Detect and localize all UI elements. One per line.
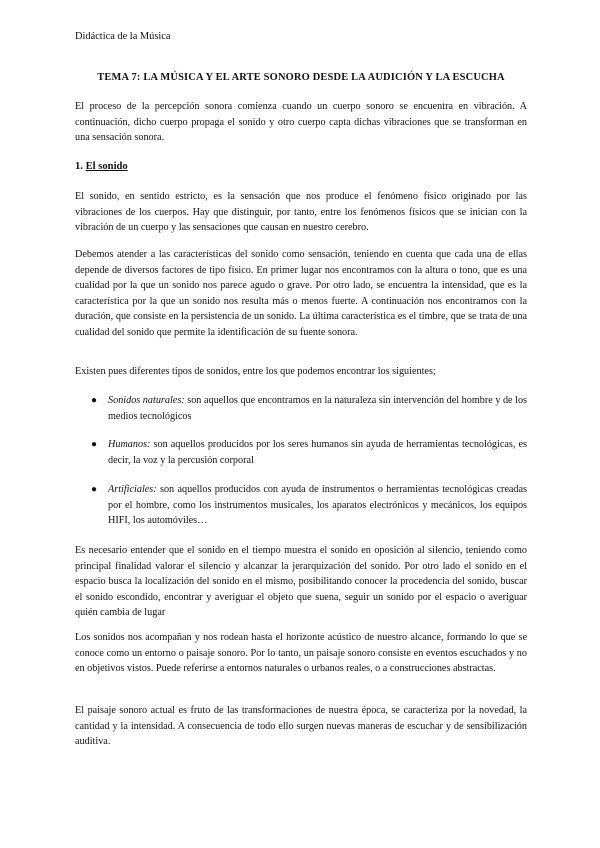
paragraph-4: [75, 543, 527, 621]
paragraph-2: [75, 247, 527, 341]
list-item-description: son aquellos producidos con ayuda de instrumentos o herramientas tecnológicas creadas por el hombre, como los instrumentos musicales, los aparatos electrónicos y mecánicos, los equipos HIFI, los automóviles…: [108, 484, 527, 527]
bullet-icon: ●: [91, 395, 98, 406]
paragraph-6: [75, 703, 527, 750]
section-title: El sonido: [85, 161, 128, 172]
paragraph-2-text: Debemos atender a las características del sonido como sensación, teniendo en cuenta que cada una de ellas depende de diversos factores de tipo físico. En primer lugar nos encontramos con la altura o tono, que es una cualidad por la que un sonido nos parece agudo o grave. Por otro lado, se encuentra la intensidad, que es la característica por la que un sonido nos resulta más o menos fuerte. A continuación nos encontramos con la duración, que consiste en la persistencia de un sonido. La última característica es el timbre, que se trata de una cualidad del sonido que permite la identificación de su fuente sonora.: [75, 249, 527, 338]
section-heading: [75, 161, 128, 172]
page-header: Didáctica de la Música: [75, 31, 171, 42]
bullet-icon: ●: [91, 484, 98, 495]
list-item-term: Humanos:: [108, 439, 151, 450]
paragraph-3: [75, 364, 527, 380]
intro-text: El proceso de la percepción sonora comienza cuando un cuerpo sonoro se encuentra en vibración. A continuación, dicho cuerpo propaga el sonido y otro cuerpo capta dichas vibraciones que se transforman en una sensación sonora.: [75, 101, 527, 144]
list-item-description: son aquellos producidos por los seres humanos sin ayuda de herramientas tecnológicas, es decir, la voz y la percusión corporal: [108, 439, 527, 466]
document-title: TEMA 7: LA MÚSICA Y EL ARTE SONORO DESDE LA AUDICIÓN Y LA ESCUCHA: [97, 72, 505, 83]
list-item-natural-sounds: [91, 393, 527, 424]
section-number: 1.: [75, 161, 83, 172]
list-item-term: Artificiales:: [108, 484, 157, 495]
paragraph-1: [75, 189, 527, 236]
bullet-icon: ●: [91, 439, 98, 450]
paragraph-6-text: El paisaje sonoro actual es fruto de las transformaciones de nuestra época, se caracteriza por la novedad, la cantidad y la intensidad. A consecuencia de todo ello surgen nuevas maneras de escuchar y de sensibilización auditiva.: [75, 705, 527, 748]
list-item-text: [108, 393, 527, 424]
list-item-description: son aquellos que encontramos en la naturaleza sin intervención del hombre y de los medios tecnológicos: [108, 395, 528, 422]
intro-paragraph: [75, 99, 527, 146]
paragraph-5: [75, 630, 527, 677]
paragraph-3-text: Existen pues diferentes tipos de sonidos, entre los que podemos encontrar los siguientes;: [75, 366, 436, 377]
paragraph-5-text: Los sonidos nos acompañan y nos rodean hasta el horizonte acústico de nuestro alcance, formando lo que se conoce como un entorno o paisaje sonoro. Por lo tanto, un paisaje sonoro consiste en eventos escuchados y no en objetivos vistos. Puede referirse a entornos naturales o urbanos reales, o a construcciones abstractas.: [75, 632, 527, 675]
list-item-human-sounds: [91, 437, 527, 468]
list-item-text: [108, 437, 527, 468]
list-item-term: Sonidos naturales:: [108, 395, 185, 406]
list-item-artificial-sounds: [91, 482, 527, 529]
paragraph-1-text: El sonido, en sentido estricto, es la sensación que nos produce el fenómeno físico originado por las vibraciones de los cuerpos. Hay que distinguir, por tanto, entre los fenómenos físicos que se inician con la vibración de un cuerpo y las sensaciones que causan en nuestro cerebro.: [75, 191, 527, 234]
list-item-text: [108, 482, 527, 529]
paragraph-4-text: Es necesario entender que el sonido en el tiempo muestra el sonido en oposición al silencio, teniendo como principal finalidad valorar el silencio y alcanzar la jerarquización del sonido. Por otro lado el sonido en el espacio busca la localización del sonido en el mismo, posibilitando conocer la procedencia del sonido, buscar el sonido escondido, encontrar y averiguar el objeto que suena, seguir un sonido por el espacio o averiguar quién cambia de lugar: [75, 545, 527, 619]
